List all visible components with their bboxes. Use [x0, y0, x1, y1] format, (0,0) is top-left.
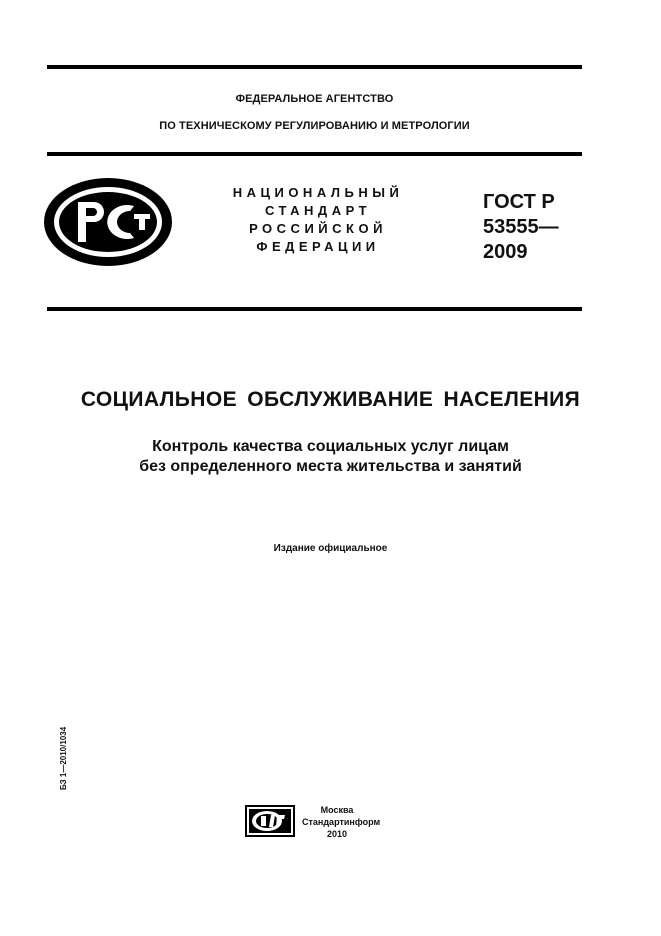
national-line-2: СТАНДАРТ — [264, 203, 372, 218]
gost-number — [483, 190, 583, 265]
agency-name-line1: ФЕДЕРАЛЬНОЕ АГЕНТСТВО — [235, 93, 394, 105]
document-subtitle — [0, 437, 661, 477]
publisher-block — [302, 804, 381, 840]
document-title: СОЦИАЛЬНОЕ ОБСЛУЖИВАНИЕ НАСЕЛЕНИЯ — [80, 388, 581, 411]
gost-line-1: ГОСТ Р — [483, 191, 555, 213]
header-rule — [47, 152, 582, 156]
national-line-3: РОССИЙСКОЙ — [249, 221, 387, 236]
national-standard-label — [218, 184, 418, 256]
standartinform-logo-icon — [245, 805, 295, 837]
national-line-1: НАЦИОНАЛЬНЫЙ — [232, 185, 404, 200]
gost-line-3: 2009 — [483, 241, 528, 263]
national-line-4: ФЕДЕРАЦИИ — [256, 239, 380, 254]
agency-name-line2: ПО ТЕХНИЧЕСКОМУ РЕГУЛИРОВАНИЮ И МЕТРОЛОГИИ — [159, 120, 470, 132]
standard-rule — [47, 307, 582, 311]
top-rule — [47, 65, 582, 69]
publisher-year: 2010 — [326, 829, 348, 839]
edition-label: Издание официальное — [273, 543, 388, 554]
subtitle-line-1: Контроль качества социальных услуг лицам — [152, 438, 509, 455]
subtitle-line-2: без определенного места жительства и занятий — [139, 458, 522, 475]
gost-line-2: 53555— — [483, 216, 559, 238]
publisher-name: Стандартинформ — [302, 817, 381, 827]
registration-note: БЗ 1—2010/1034 — [59, 726, 68, 790]
rst-logo-icon — [42, 176, 174, 268]
publisher-city: Москва — [320, 805, 354, 815]
